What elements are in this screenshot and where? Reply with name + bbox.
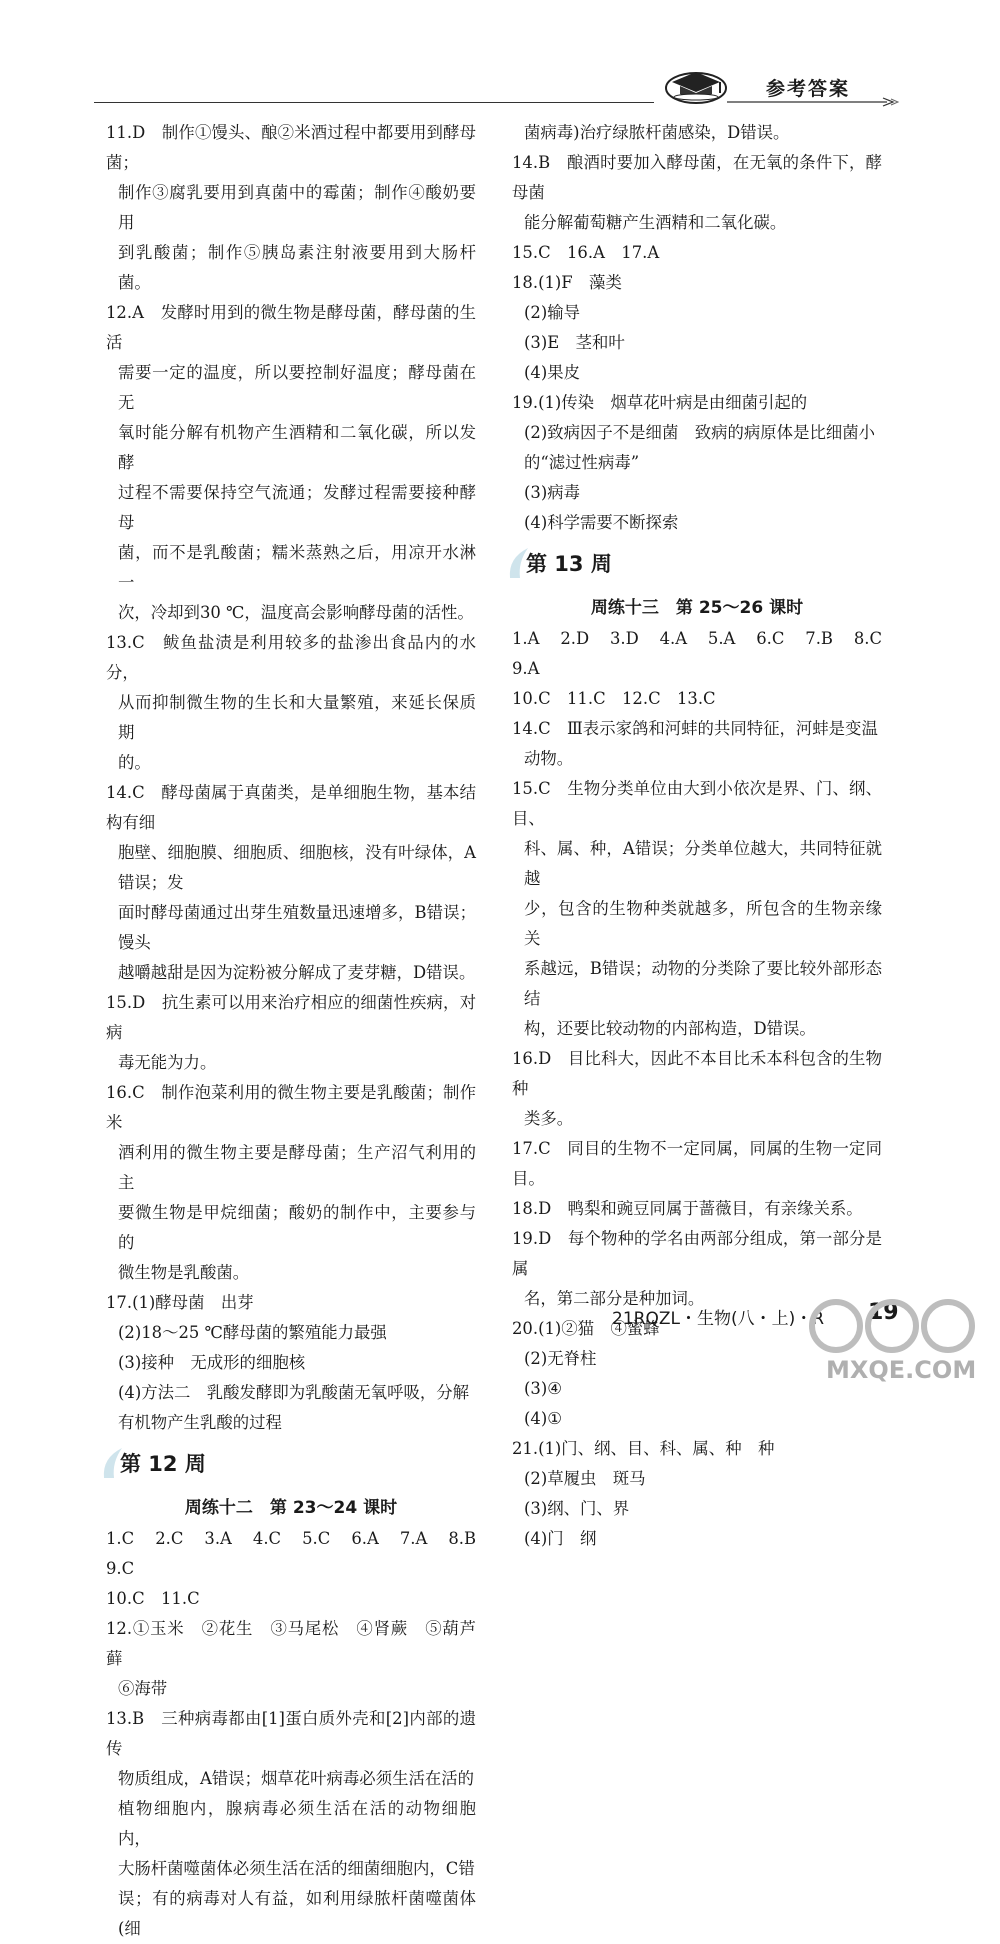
answer-line: 15.D 抗生素可以用来治疗相应的细菌性疾病，对病	[106, 993, 476, 1042]
answer-line: (2)输导	[524, 303, 580, 322]
answer-line: 胞壁、细胞膜、细胞质、细胞核，没有叶绿体，A错误；发	[118, 843, 476, 892]
answer-line: 类多。	[524, 1109, 574, 1128]
answer-line: 10.C 11.C	[106, 1589, 200, 1608]
answer-line: 到乳酸菌；制作⑤胰岛素注射液要用到大肠杆菌。	[118, 243, 476, 292]
answer-line: 大肠杆菌噬菌体必须生活在活的细菌细胞内，C错	[118, 1859, 475, 1878]
answer-line: 14.C Ⅲ表示家鸽和河蚌的共同特征，河蚌是变温	[512, 719, 878, 738]
answer-line: 面时酵母菌通过出芽生殖数量迅速增多，B错误；馒头	[118, 903, 476, 952]
answer-line: 毒无能为力。	[118, 1053, 217, 1072]
answer-line: 系越远，B错误；动物的分类除了要比较外部形态结	[524, 959, 882, 1008]
answer-line: 越嚼越甜是因为淀粉被分解成了麦芽糖，D错误。	[118, 963, 476, 982]
answer-line: 需要一定的温度，所以要控制好温度；酵母菌在无	[118, 363, 476, 412]
header-title: 参考答案	[766, 78, 851, 100]
answer-line: 酒利用的微生物主要是酵母菌；生产沼气利用的主	[118, 1143, 476, 1192]
answer-line: (2)致病因子不是细菌 致病的病原体是比细菌小	[524, 423, 876, 442]
answer-line: 能分解葡萄糖产生酒精和二氧化碳。	[524, 213, 787, 232]
answer-line: 构，还要比较动物的内部构造，D错误。	[524, 1019, 816, 1038]
answer-line: 12.①玉米 ②花生 ③马尾松 ④肾蕨 ⑤葫芦藓	[106, 1619, 476, 1668]
answer-line: (3)④	[524, 1379, 562, 1398]
watermark-text: MXQE.COM	[826, 1356, 977, 1384]
answer-line: (2)18～25 ℃酵母菌的繁殖能力最强	[118, 1323, 387, 1342]
answer-line: (3)E 茎和叶	[524, 333, 625, 352]
answer-line: (4)①	[524, 1409, 562, 1428]
answer-line: 13.B 三种病毒都由[1]蛋白质外壳和[2]内部的遗传	[106, 1709, 476, 1758]
answer-line: 科、属、种，A错误；分类单位越大，共同特征就越	[524, 839, 882, 888]
answer-line: 次，冷却到30 ℃，温度高会影响酵母菌的活性。	[118, 603, 474, 622]
answer-line: 制作③腐乳要用到真菌中的霉菌；制作④酸奶要用	[118, 183, 476, 232]
header-rule	[94, 102, 654, 103]
answer-line: 要微生物是甲烷细菌；酸奶的制作中，主要参与的	[118, 1203, 476, 1252]
answer-line: 13.C 鲅鱼盐渍是利用较多的盐渗出食品内的水分，	[106, 633, 476, 682]
week-title: 第 12 周	[120, 1452, 206, 1476]
answer-line: 20.(1)②猫 ④蜜蜂	[512, 1319, 660, 1338]
answer-line: (4)果皮	[524, 363, 580, 382]
answer-line: 有机物产生乳酸的过程	[118, 1413, 282, 1432]
answer-line: 误；有的病毒对人有益，如利用绿脓杆菌噬菌体(细	[118, 1889, 476, 1938]
answer-line: 15.C 生物分类单位由大到小依次是界、门、纲、目、	[512, 779, 882, 828]
footer-book-code: 21RQZL・生物(八・上)・R	[612, 1309, 825, 1329]
answer-line: 从而抑制微生物的生长和大量繁殖，来延长保质期	[118, 693, 476, 742]
answer-line: 15.C 16.A 17.A	[512, 243, 660, 262]
week-heading	[512, 544, 882, 584]
section-title: 周练十二 第 23～24 课时	[184, 1498, 398, 1518]
answer-line: (4)科学需要不断探索	[524, 513, 679, 532]
answer-line: (4)门 纲	[524, 1529, 597, 1548]
answer-line: 1.C 2.C 3.A 4.C 5.C 6.A 7.A 8.B 9.C	[106, 1529, 493, 1578]
answer-line: 18.D 鸭梨和豌豆同属于蔷薇目，有亲缘关系。	[512, 1199, 863, 1218]
answer-line: 11.D 制作①馒头、酿②米酒过程中都要用到酵母菌；	[106, 123, 476, 172]
answer-line: 菌，而不是乳酸菌；糯米蒸熟之后，用凉开水淋一	[118, 543, 476, 592]
answer-line: (4)方法二 乳酸发酵即为乳酸菌无氧呼吸，分解	[118, 1383, 470, 1402]
page-header	[94, 66, 904, 106]
answer-line: 物质组成，A错误；烟草花叶病毒必须生活在活的	[118, 1769, 475, 1788]
answer-line: 名，第二部分是种加词。	[524, 1289, 705, 1308]
week-title: 第 13 周	[526, 552, 612, 576]
answer-line: 17.C 同目的生物不一定同属，同属的生物一定同目。	[512, 1139, 882, 1188]
left-column	[106, 118, 493, 1944]
answer-line: 的“滤过性病毒”	[524, 453, 640, 472]
answer-line: 14.B 酿酒时要加入酵母菌，在无氧的条件下，酵母菌	[512, 153, 882, 202]
answer-line: 菌病毒)治疗绿脓杆菌感染，D错误。	[524, 123, 790, 142]
answer-line: 少，包含的生物种类就越多，所包含的生物亲缘关	[524, 899, 882, 948]
answer-line: ⑥海带	[118, 1679, 168, 1698]
answer-line: 19.(1)传染 烟草花叶病是由细菌引起的	[512, 393, 808, 412]
answer-line: (2)无脊柱	[524, 1349, 597, 1368]
answer-line: 植物细胞内，腺病毒必须生活在活的动物细胞内，	[118, 1799, 476, 1848]
answer-line: 12.A 发酵时用到的微生物是酵母菌，酵母菌的生活	[106, 303, 476, 352]
answer-line: 氧时能分解有机物产生酒精和二氧化碳，所以发酵	[118, 423, 476, 472]
header-arrow-icon	[727, 96, 902, 108]
answer-line: 的。	[118, 753, 151, 772]
site-watermark-logo	[806, 1286, 986, 1386]
answer-line: (3)病毒	[524, 483, 580, 502]
answer-line: 19.D 每个物种的学名由两部分组成，第一部分是属	[512, 1229, 882, 1278]
answer-line: 17.(1)酵母菌 出芽	[106, 1293, 254, 1312]
answer-line: 10.C 11.C 12.C 13.C	[512, 689, 716, 708]
answer-line: 微生物是乳酸菌。	[118, 1263, 250, 1282]
answer-line: 21.(1)门、纲、目、科、属、种 种	[512, 1439, 775, 1458]
page-number: 19	[868, 1300, 899, 1325]
answer-line: (3)接种 无成形的细胞核	[118, 1353, 306, 1372]
answer-line: 14.C 酵母菌属于真菌类，是单细胞生物，基本结构有细	[106, 783, 476, 832]
answer-line: 16.C 制作泡菜利用的微生物主要是乳酸菌；制作米	[106, 1083, 476, 1132]
section-title: 周练十三 第 25～26 课时	[590, 598, 804, 618]
answer-line: 16.D 目比科大，因此不本目比禾本科包含的生物种	[512, 1049, 882, 1098]
answer-line: 过程不需要保持空气流通；发酵过程需要接种酵母	[118, 483, 476, 532]
answer-line: 动物。	[524, 749, 574, 768]
answer-line: 1.A 2.D 3.D 4.A 5.A 6.C 7.B 8.C 9.A	[512, 629, 899, 678]
answer-line: 18.(1)F 藻类	[512, 273, 622, 292]
week-heading	[106, 1444, 476, 1484]
answer-line: (2)草履虫 斑马	[524, 1469, 646, 1488]
answer-line: (3)纲、门、界	[524, 1499, 630, 1518]
